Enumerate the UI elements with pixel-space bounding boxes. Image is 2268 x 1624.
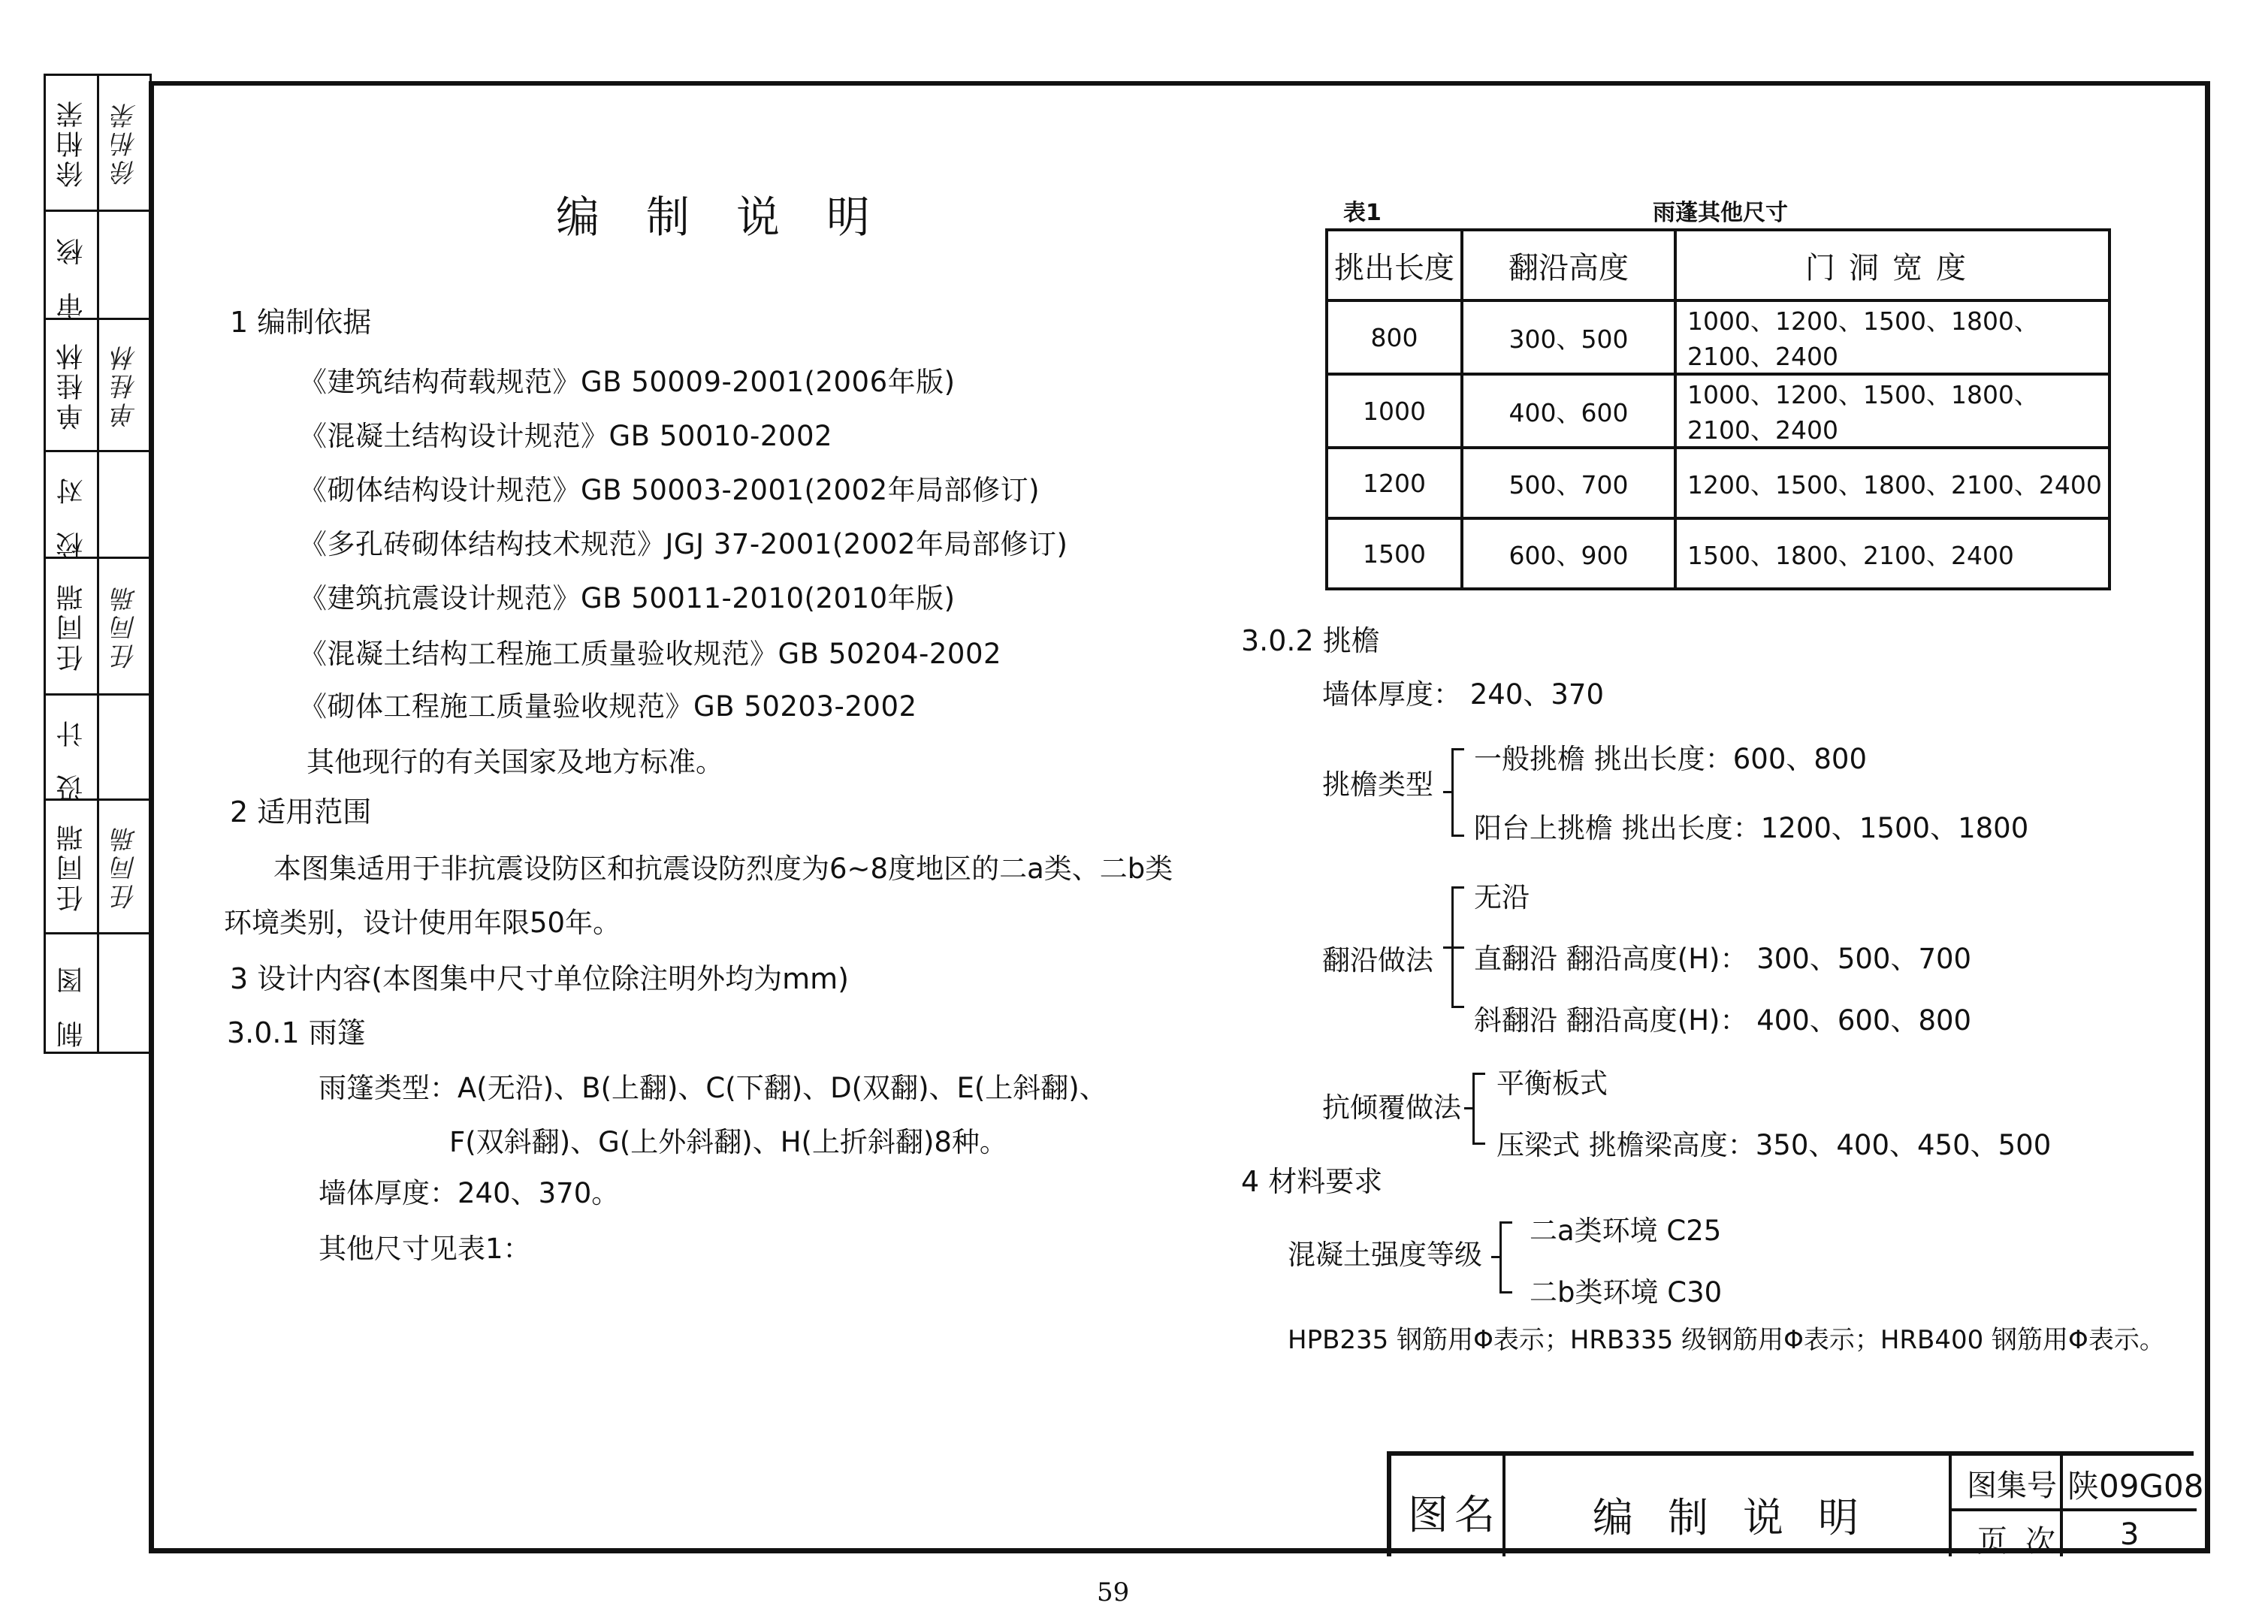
canopy-types-line: F(双斜翻)、G(上外斜翻)、H(上折斜翻)8种。 (449, 1126, 1007, 1158)
section-3-heading: 3 设计内容(本图集中尺寸单位除注明外均为mm) (230, 962, 849, 995)
subsection-3-0-2-heading: 3.0.2 挑檐 (1241, 624, 1380, 657)
bracket-tick (1454, 946, 1464, 949)
canopy-types-line: 雨篷类型：A(无沿)、B(上翻)、C(下翻)、D(双翻)、E(上斜翻)、 (319, 1072, 1107, 1104)
edge-method-label: 翻沿做法 (1322, 944, 1433, 977)
table-caption: 雨蓬其他尺寸 (1653, 200, 1788, 226)
table-cell: 1500 (1327, 518, 1462, 589)
edge-method-option: 直翻沿 翻沿高度(H)： 300、500、700 (1474, 943, 1972, 975)
signatory-name: 徐柏荣 (56, 98, 87, 188)
wall-thickness-line: 墙体厚度：240、370。 (319, 1177, 620, 1209)
table-row (1327, 374, 2109, 448)
table-cell: 1500、1800、2100、2400 (1675, 518, 2109, 589)
signature-role-cell (46, 212, 97, 318)
handwritten-signature: 任同瑞 (110, 823, 141, 910)
section-2-heading: 2 适用范围 (230, 795, 372, 829)
table-header-cell: 翻沿高度 (1462, 230, 1675, 300)
title-block-divider (1949, 1456, 1952, 1556)
eave-type-option: 阳台上挑檐 挑出长度：1200、1500、1800 (1474, 812, 2029, 844)
bracket-point (1443, 791, 1454, 793)
page-title: 编制说明 (556, 192, 917, 243)
title-block-divider (1502, 1456, 1505, 1556)
signature-role-label: 审核 (56, 210, 87, 319)
table-header-cell: 门洞宽度 (1675, 230, 2109, 300)
reference-standard-item: 《混凝土结构工程施工质量验收规范》GB 50204-2002 (299, 638, 1002, 670)
handwritten-signature: 单桂林 (110, 342, 141, 428)
signature-name-cell (46, 76, 97, 210)
table-row (1327, 518, 2109, 589)
table-header-cell: 挑出长度 (1327, 230, 1462, 300)
signature-cell (99, 559, 152, 693)
title-block (1387, 1451, 2204, 1559)
handwritten-signature: 徐柏荣 (110, 100, 141, 186)
signatory-name: 单桂林 (56, 340, 87, 430)
edge-method-bracket (1451, 886, 1454, 1008)
signature-cell (99, 801, 152, 932)
signature-role-label: 设计 (56, 693, 87, 801)
table-cell: 400、600 (1462, 374, 1675, 448)
reference-standard-item: 《砌体工程施工质量验收规范》GB 50203-2002 (299, 690, 917, 723)
signature-role-cell (46, 934, 97, 1053)
table-row (1327, 300, 2109, 374)
overturn-method-label: 抗倾覆做法 (1322, 1091, 1461, 1124)
rebar-notation-line: HPB235 钢筋用Φ表示；HRB335 级钢筋用Φ表示；HRB400 钢筋用Φ表示。 (1288, 1325, 2165, 1355)
overturn-method-option: 压梁式 挑檐梁高度：350、400、450、500 (1496, 1129, 2052, 1161)
eave-type-label: 挑檐类型 (1322, 768, 1433, 801)
signature-role-cell (46, 452, 97, 557)
signatory-name: 任同瑞 (56, 581, 87, 672)
table-cell: 1000、1200、1500、1800、2100、2400 (1675, 300, 2109, 374)
bracket-point (1491, 1256, 1502, 1258)
page-number: 59 (1097, 1577, 1130, 1607)
scope-text-line: 本图集适用于非抗震设防区和抗震设防烈度为6~8度地区的二a类、二b类 (273, 853, 1173, 885)
table-header-row (1327, 230, 2109, 300)
signature-cell (99, 76, 152, 210)
table-cell: 600、900 (1462, 518, 1675, 589)
signature-role-label: 校对 (56, 450, 87, 559)
signature-name-cell (46, 320, 97, 450)
see-table-line: 其他尺寸见表1： (319, 1233, 531, 1265)
concrete-grade-bracket (1499, 1221, 1502, 1293)
section-1-heading: 1 编制依据 (230, 306, 372, 339)
reference-standard-item: 《砌体结构设计规范》GB 50003-2001(2002年局部修订) (299, 474, 1040, 506)
page-order-value: 3 (2120, 1517, 2140, 1552)
signature-name-cell (46, 559, 97, 693)
canopy-dimensions-table (1325, 228, 2111, 590)
overturn-method-option: 平衡板式 (1496, 1067, 1608, 1100)
edge-method-option: 无沿 (1474, 881, 1530, 913)
eave-type-bracket (1451, 748, 1454, 837)
table-cell: 1200、1500、1800、2100、2400 (1675, 448, 2109, 518)
signature-cell (99, 320, 152, 450)
page-order-label: 页次 (1977, 1524, 2073, 1559)
overturn-method-bracket (1472, 1073, 1475, 1145)
concrete-grade-label: 混凝土强度等级 (1288, 1239, 1482, 1271)
table-cell: 800 (1327, 300, 1462, 374)
eave-wall-thickness: 墙体厚度： 240、370 (1322, 678, 1605, 711)
concrete-grade-option: 二a类环境 C25 (1530, 1215, 1722, 1247)
drawing-name-label: 图名 (1408, 1491, 1501, 1538)
table-cell: 1200 (1327, 448, 1462, 518)
eave-type-option: 一般挑檐 挑出长度：600、800 (1474, 743, 1868, 775)
reference-standard-item: 其他现行的有关国家及地方标准。 (307, 746, 723, 778)
table-cell: 1000 (1327, 374, 1462, 448)
signature-role-label: 制图 (56, 940, 87, 1048)
reference-standard-item: 《混凝土结构设计规范》GB 50010-2002 (299, 420, 833, 452)
signature-role-cell (46, 693, 97, 801)
handwritten-signature: 任同瑞 (110, 583, 141, 669)
table-cell: 300、500 (1462, 300, 1675, 374)
table-cell: 500、700 (1462, 448, 1675, 518)
atlas-number-value: 陕09G08 (2067, 1468, 2204, 1505)
drawing-name-value: 编制说明 (1593, 1494, 1893, 1541)
edge-method-option: 斜翻沿 翻沿高度(H)： 400、600、800 (1474, 1004, 1972, 1037)
reference-standard-item: 《建筑抗震设计规范》GB 50011-2010(2010年版) (299, 582, 956, 614)
scope-text-line: 环境类别，设计使用年限50年。 (224, 907, 621, 939)
section-4-heading: 4 材料要求 (1241, 1165, 1383, 1198)
bracket-point (1443, 946, 1454, 949)
subsection-3-0-1-heading: 3.0.1 雨篷 (227, 1016, 366, 1049)
table-cell: 1000、1200、1500、1800、2100、2400 (1675, 374, 2109, 448)
concrete-grade-option: 二b类环境 C30 (1530, 1276, 1723, 1309)
table-label: 表1 (1343, 200, 1382, 226)
bracket-point (1464, 1107, 1475, 1109)
signature-name-cell (46, 801, 97, 932)
signatory-name: 任同瑞 (56, 821, 87, 912)
reference-standard-item: 《多孔砖砌体结构技术规范》JGJ 37-2001(2002年局部修订) (299, 528, 1068, 560)
reference-standard-item: 《建筑结构荷载规范》GB 50009-2001(2006年版) (299, 366, 956, 398)
title-block-divider (1949, 1508, 2197, 1511)
atlas-number-label: 图集号 (1967, 1469, 2057, 1503)
table-row (1327, 448, 2109, 518)
signature-strip (44, 74, 152, 1054)
